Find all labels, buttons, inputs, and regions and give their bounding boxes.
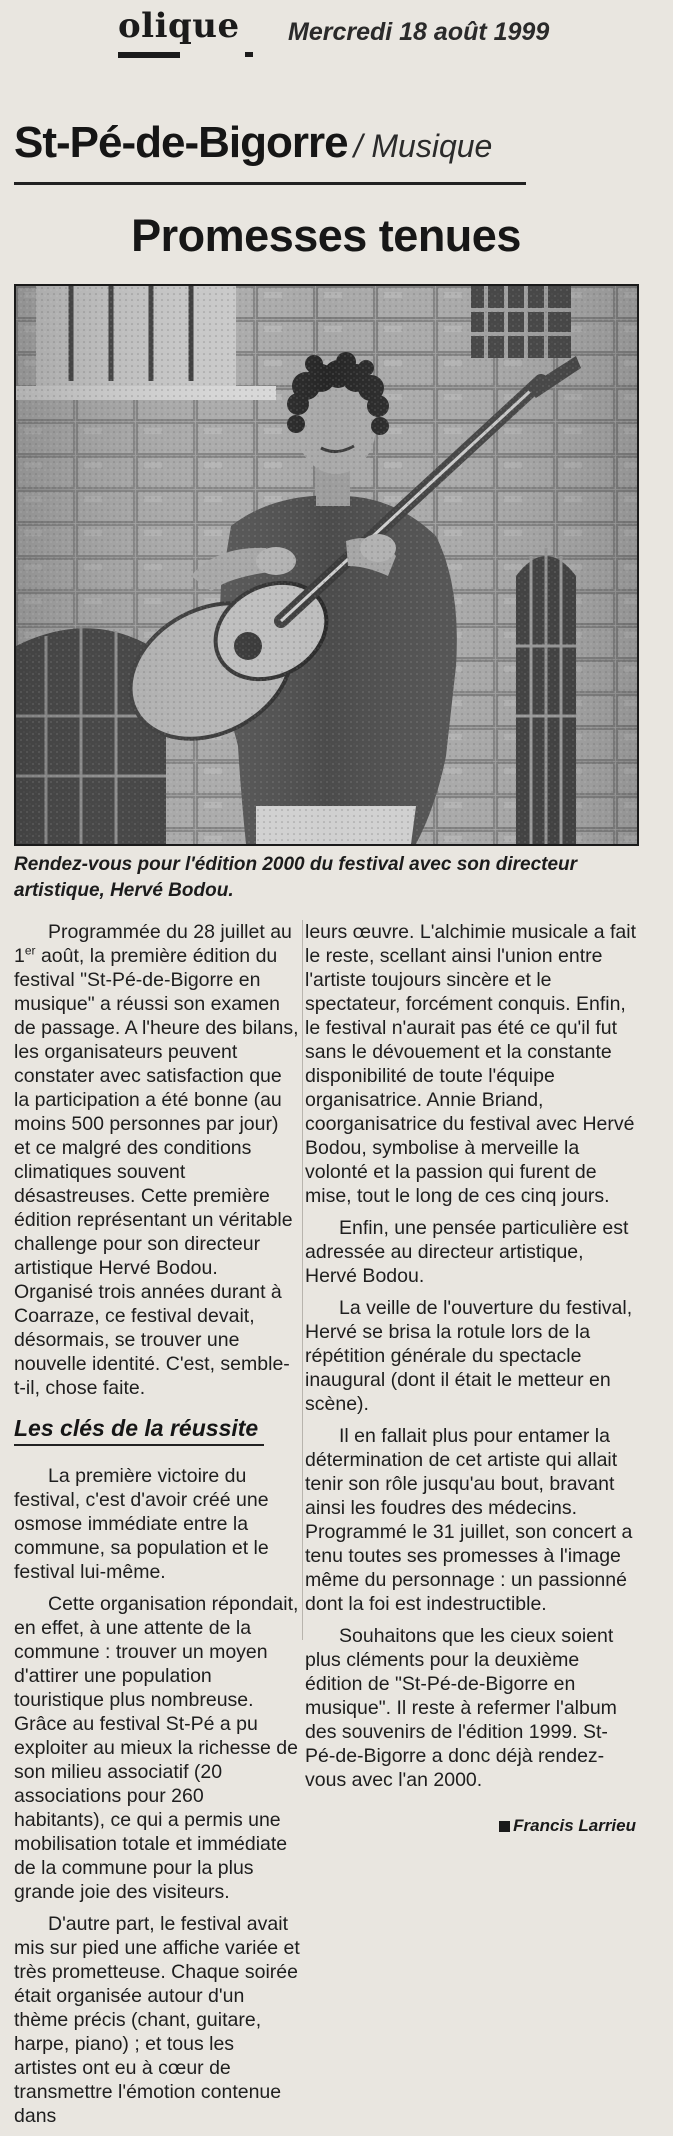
author-name: Francis Larrieu [513, 1816, 636, 1835]
paragraph: Il en fallait plus pour entamer la détermination de cet artiste qui allait tenir son rôle jusqu'au bout, bravant ainsi les foudres des médecins. Programmé le 31 juillet, son concert a tenu toutes ses promesses à l'image même du personnage : un passionné dont la foi est indestructible. [305, 1425, 633, 1615]
lead-paragraph [14, 920, 300, 1400]
guitarist-photo [14, 284, 639, 846]
article-column-left [14, 920, 300, 2136]
lead-text-end: août, la première édition du festival "St-Pé-de-Bigorre en musique" a réussi son examen de passage. A l'heure des bilans, les organisateurs peuvent constater avec satisfaction que la participation a été bonne (au moins 500 personnes par jour) et ce malgré des conditions climatiques souvent désastreuses. Cette première édition représentant un véritable challenge pour son directeur artistique Hervé Bodou. Organisé trois années durant à Coarraze, ce festival devait, désormais, se trouver une nouvelle identité. C'est, semble-t-il, chose faite. [14, 945, 299, 1399]
masthead-mark [245, 52, 253, 57]
paragraph: Enfin, une pensée particulière est adressée au directeur artistique, Hervé Bodou. [305, 1217, 629, 1287]
paragraph: Cette organisation répondait, en effet, à une attente de la commune : trouver un moyen d'attirer une population touristique plus nombreuse. Grâce au festival St-Pé a pu exploiter au mieux la richesse de son milieu associatif (20 associations pour 260 habitants), ce qui a permis une mobilisation totale et immédiate de la commune pour la plus grande joie des visiteurs. [14, 1593, 299, 1903]
column-divider [302, 920, 303, 1640]
article-column-right [305, 920, 636, 1838]
masthead-fragment: olique [118, 6, 240, 46]
paragraph: D'autre part, le festival avait mis sur pied une affiche variée et très prometteuse. Chaque soirée était organisée autour d'un thème précis (chant, guitare, harpe, piano) ; et tous les artistes ont eu à cœur de transmettre l'émotion contenue dans [14, 1913, 300, 2127]
rubric [14, 118, 492, 168]
paragraph: La première victoire du festival, c'est d'avoir créé une osmose immédiate entre la commune, sa population et le festival lui-même. [14, 1465, 269, 1583]
paragraph: La veille de l'ouverture du festival, Hervé se brisa la rotule lors de la répétition générale du spectacle inaugural (dont il était le metteur en scène). [305, 1297, 633, 1415]
author-signature [305, 1814, 636, 1838]
issue-date: Mercredi 18 août 1999 [288, 18, 550, 46]
paragraph: Souhaitons que les cieux soient plus cléments pour la deuxième édition de "St-Pé-de-Bigorre en musique". Il reste à refermer l'album des souvenirs de l'édition 1999. St-Pé-de-Bigorre a donc déjà rendez-vous avec l'an 2000. [305, 1625, 617, 1791]
lead-text-sup: er [24, 943, 36, 958]
masthead-rule [118, 52, 180, 58]
rubric-divider [14, 182, 526, 185]
photo-caption: Rendez-vous pour l'édition 2000 du festival avec son directeur artistique, Hervé Bodou. [14, 854, 578, 901]
section-subhead: Les clés de la réussite [14, 1415, 259, 1441]
signature-mark [499, 1821, 510, 1832]
article-headline: Promesses tenues [131, 210, 521, 261]
subhead-rule [14, 1444, 264, 1446]
lead-text-start: Programmée du 28 juillet au 1 [14, 921, 292, 967]
rubric-town: St-Pé-de-Bigorre [14, 118, 348, 167]
paragraph: leurs œuvre. L'alchimie musicale a fait le reste, scellant ainsi l'union entre l'artiste toujours sincère et le spectateur, forcément conquis. Enfin, le festival n'aurait pas été ce qu'il fut sans le dévouement et la constante disponibilité de toute l'équipe organisatrice. Annie Briand, coorganisatrice du festival avec Hervé Bodou, symbolise à merveille la volonté et la passion qui furent de mise, tout le long de ces cinq jours. [305, 921, 637, 1207]
rubric-section: / Musique [353, 128, 493, 164]
